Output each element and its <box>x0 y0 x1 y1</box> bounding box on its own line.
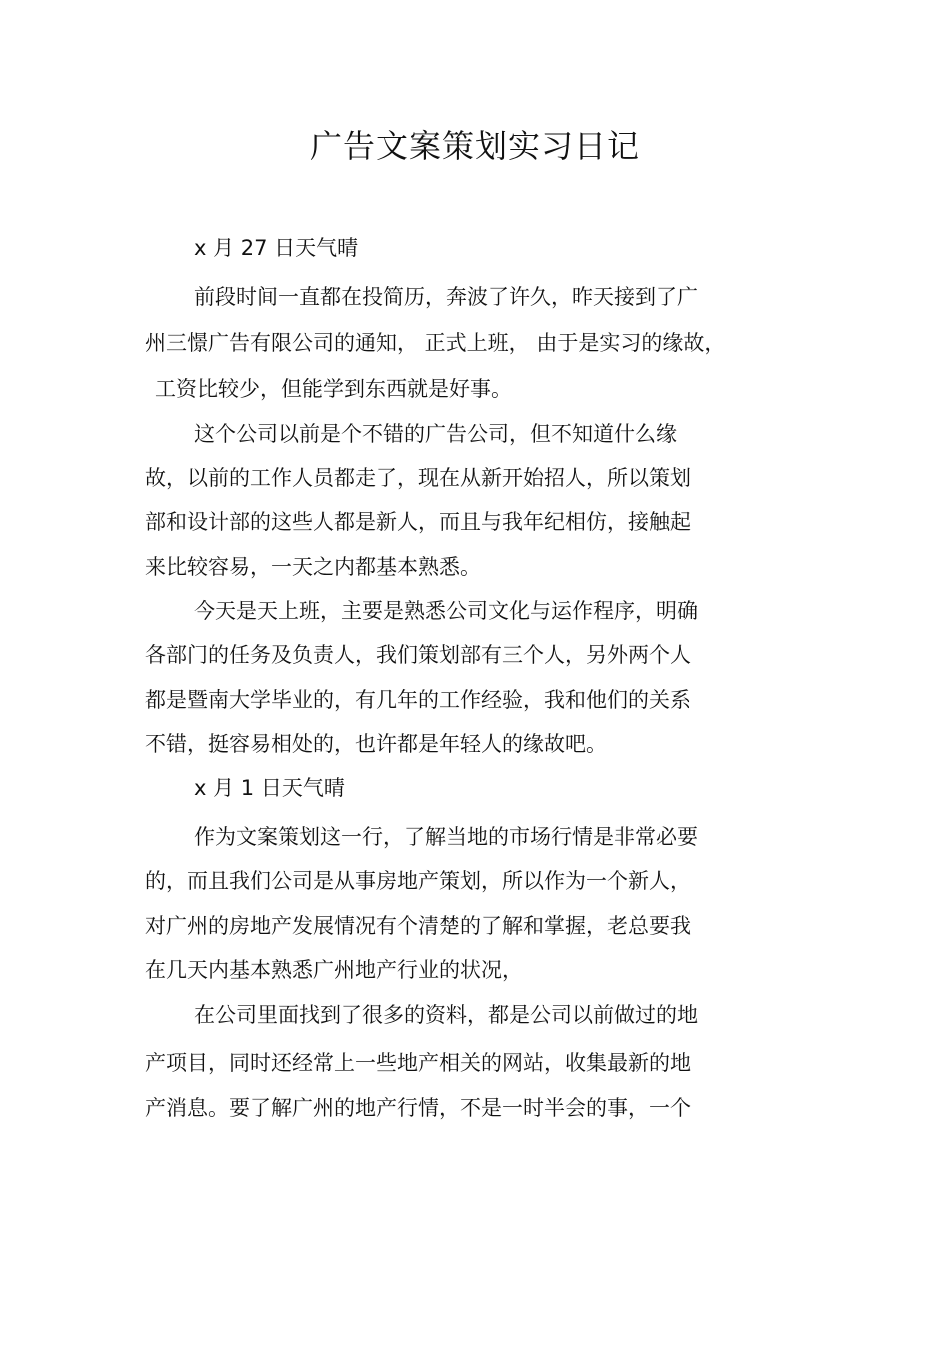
paragraph-line: 产项目，同时还经常上一些地产相关的网站，收集最新的地 <box>145 1051 691 1075</box>
paragraph-line: 各部门的任务及负责人，我们策划部有三个人，另外两个人 <box>145 643 691 667</box>
paragraph-line: 对广州的房地产发展情况有个清楚的了解和掌握，老总要我 <box>145 914 691 938</box>
paragraph-line: 工资比较少，但能学到东西就是好事。 <box>155 377 512 401</box>
paragraph-line: 在几天内基本熟悉广州地产行业的状况， <box>145 958 523 982</box>
diary-date-heading: x 月 1 日天气晴 <box>194 776 345 800</box>
paragraph-line: 的，而且我们公司是从事房地产策划，所以作为一个新人， <box>145 869 691 893</box>
diary-date-heading: x 月 27 日天气晴 <box>194 236 359 260</box>
paragraph-line: 今天是天上班，主要是熟悉公司文化与运作程序，明确 <box>194 599 698 623</box>
paragraph-line: 前段时间一直都在投简历，奔波了许久，昨天接到了广 <box>194 285 698 309</box>
paragraph-line: 都是暨南大学毕业的，有几年的工作经验，我和他们的关系 <box>145 688 691 712</box>
paragraph-line: 作为文案策划这一行，了解当地的市场行情是非常必要 <box>194 825 698 849</box>
document-title: 广告文案策划实习日记 <box>309 127 640 165</box>
paragraph-line: 不错，挺容易相处的，也许都是年轻人的缘故吧。 <box>145 732 607 756</box>
paragraph-line: 这个公司以前是个不错的广告公司，但不知道什么缘 <box>194 422 677 446</box>
paragraph-line: 来比较容易，一天之内都基本熟悉。 <box>145 555 481 579</box>
paragraph-line: 故，以前的工作人员都走了，现在从新开始招人，所以策划 <box>145 466 691 490</box>
paragraph-line: 部和设计部的这些人都是新人，而且与我年纪相仿，接触起 <box>145 510 691 534</box>
paragraph-line: 州三憬广告有限公司的通知， 正式上班， 由于是实习的缘故， <box>145 331 726 355</box>
paragraph-line: 在公司里面找到了很多的资料，都是公司以前做过的地 <box>194 1003 698 1027</box>
paragraph-line: 产消息。要了解广州的地产行情，不是一时半会的事，一个 <box>145 1096 691 1120</box>
